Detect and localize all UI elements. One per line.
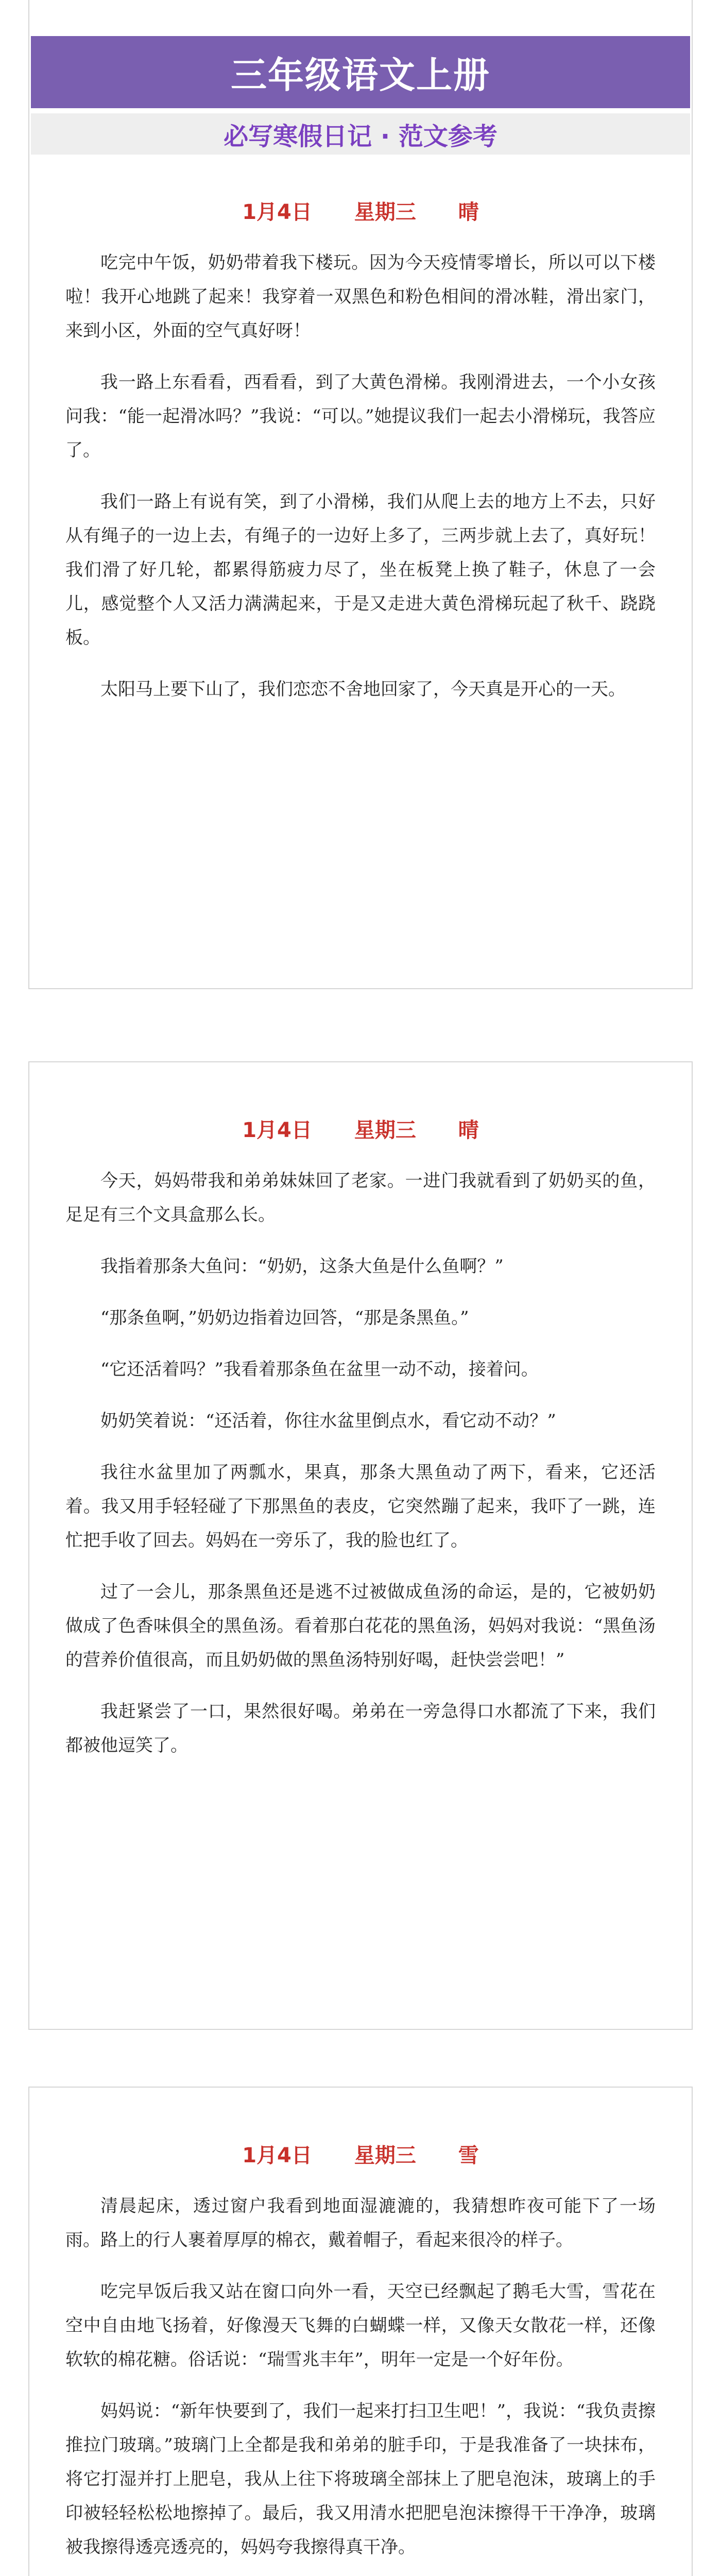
diary-card-3 <box>28 2087 693 2576</box>
entry-date-line <box>65 196 656 225</box>
entry-weather: 晴 <box>458 1118 479 1142</box>
page-subtitle: 必写寒假日记 · 范文参考 <box>224 122 497 151</box>
entry-paragraph: 吃完中午饭，奶奶带着我下楼玩。因为今天疫情零增长，所以可以下楼啦！我开心地跳了起来！我穿着一双黑色和粉色相间的滑冰鞋，滑出家门，来到小区，外面的空气真好呀！ <box>65 252 656 341</box>
entry-paragraph: “它还活着吗？”我看着那条鱼在盆里一动不动，接着问。 <box>100 1359 539 1380</box>
entry-date: 1月4日 <box>242 1118 312 1142</box>
entry-paragraph: “那条鱼啊，”奶奶边指着边回答，“那是条黑鱼。” <box>100 1308 469 1328</box>
entry-paragraph: 我一路上东看看，西看看，到了大黄色滑梯。我刚滑进去，一个小女孩问我：“能一起滑冰吗？”我说：“可以。”她提议我们一起去小滑梯玩，我答应了。 <box>65 372 656 461</box>
entry-date: 1月4日 <box>242 2144 312 2167</box>
entry-weekday: 星期三 <box>354 200 416 224</box>
entry-paragraph: 过了一会儿，那条黑鱼还是逃不过被做成鱼汤的命运，是的，它被奶奶做成了色香味俱全的黑鱼汤。看着那白花花的黑鱼汤，妈妈对我说：“黑鱼汤的营养价值很高，而且奶奶做的黑鱼汤特别好喝，赶快尝尝吧！” <box>65 1582 656 1670</box>
entry-date-line <box>65 2139 656 2168</box>
entry-paragraph: 我们一路上有说有笑，到了小滑梯，我们从爬上去的地方上不去，只好从有绳子的一边上去，有绳子的一边好上多了，三两步就上去了，真好玩！我们滑了好几轮，都累得筋疲力尽了，坐在板凳上换了鞋子，休息了一会儿，感觉整个人又活力满满起来，于是又走进大黄色滑梯玩起了秋千、跷跷板。 <box>65 492 656 648</box>
entry-weekday: 星期三 <box>354 2144 416 2167</box>
entry-paragraph: 奶奶笑着说：“还活着，你往水盆里倒点水，看它动不动？” <box>100 1411 556 1431</box>
entry-paragraph: 我往水盆里加了两瓢水，果真，那条大黑鱼动了两下，看来，它还活着。我又用手轻轻碰了下那黑鱼的表皮，它突然蹦了起来，我吓了一跳，连忙把手收了回去。妈妈在一旁乐了，我的脸也红了。 <box>65 1462 656 1551</box>
entry-weather: 晴 <box>458 200 479 224</box>
entry-paragraph: 太阳马上要下山了，我们恋恋不舍地回家了，今天真是开心的一天。 <box>100 679 626 700</box>
diary-card-2 <box>28 1061 693 2030</box>
title-banner <box>31 36 690 108</box>
entry-paragraph: 清晨起床，透过窗户我看到地面湿漉漉的，我猜想昨夜可能下了一场雨。路上的行人裹着厚厚的棉衣，戴着帽子，看起来很冷的样子。 <box>65 2196 656 2250</box>
entry-paragraph: 妈妈说：“新年快要到了，我们一起来打扫卫生吧！”，我说：“我负责擦推拉门玻璃。”玻璃门上全都是我和弟弟的脏手印，于是我准备了一块抹布，将它打湿并打上肥皂，我从上往下将玻璃全部抹上了肥皂泡沫，玻璃上的手印被轻轻松松地擦掉了。最后，我又用清水把肥皂泡沫擦得干干净净，玻璃被我擦得透亮透亮的，妈妈夸我擦得真干净。 <box>65 2401 656 2557</box>
subtitle-bar <box>31 113 690 155</box>
entry-weekday: 星期三 <box>354 1118 416 1142</box>
entry-date-line <box>65 1114 656 1143</box>
page-title: 三年级语文上册 <box>231 54 490 96</box>
entry-date: 1月4日 <box>242 200 312 224</box>
entry-paragraph: 我赶紧尝了一口，果然很好喝。弟弟在一旁急得口水都流了下来，我们都被他逗笑了。 <box>65 1701 656 1756</box>
entry-paragraph: 吃完早饭后我又站在窗口向外一看，天空已经飘起了鹅毛大雪，雪花在空中自由地飞扬着，好像漫天飞舞的白蝴蝶一样，又像天女散花一样，还像软软的棉花糖。俗话说：“瑞雪兆丰年”，明年一定是一个好年份。 <box>65 2281 656 2370</box>
entry-paragraph: 今天，妈妈带我和弟弟妹妹回了老家。一进门我就看到了奶奶买的鱼，足足有三个文具盒那么长。 <box>65 1171 656 1225</box>
entry-paragraph: 我指着那条大鱼问：“奶奶，这条大鱼是什么鱼啊？” <box>100 1256 504 1277</box>
entry-weather: 雪 <box>458 2144 479 2167</box>
